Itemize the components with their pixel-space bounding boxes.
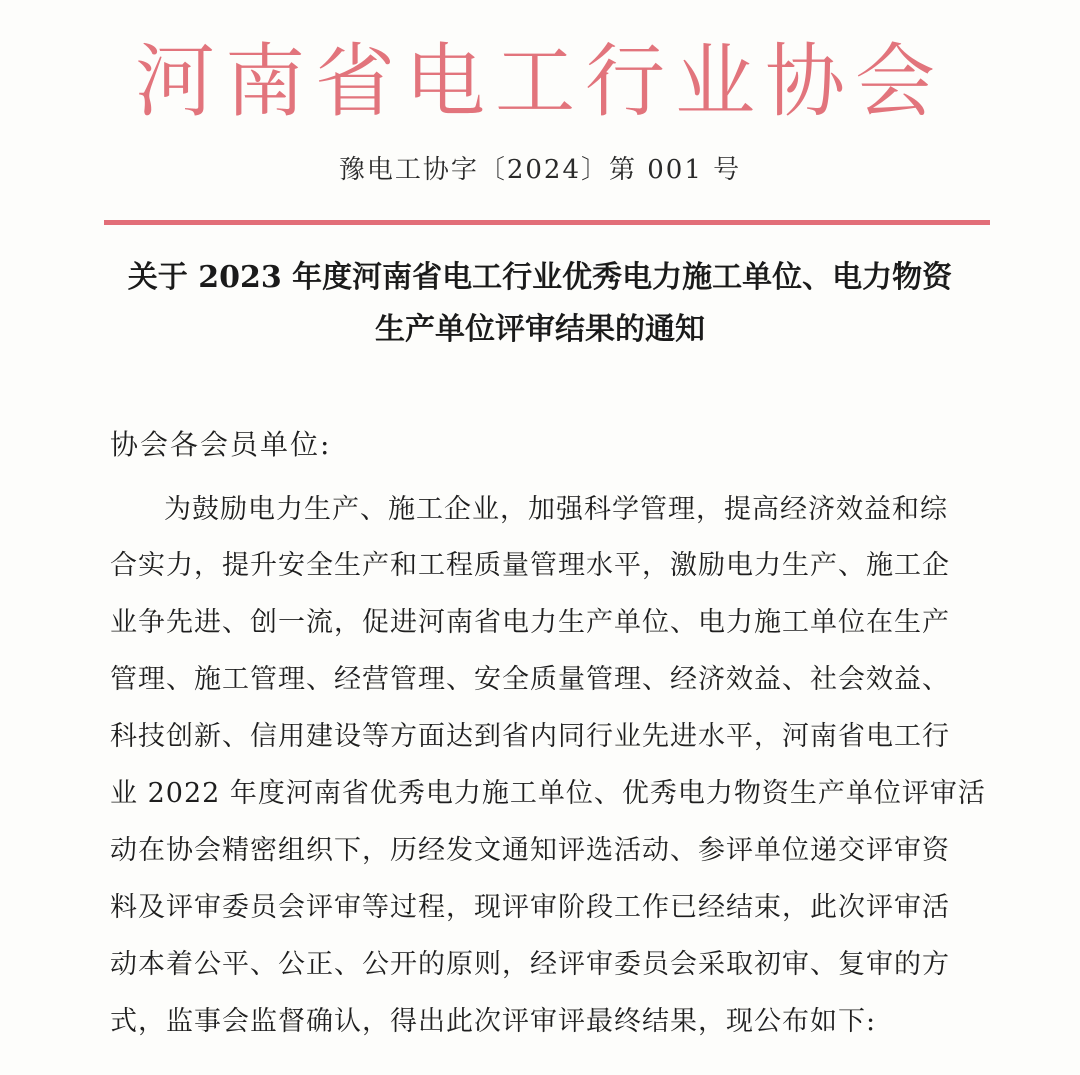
salutation: 协会各会员单位: (110, 428, 332, 461)
body-line: 式，监事会监督确认，得出此次评审评最终结果，现公布如下: (110, 1006, 877, 1037)
body-line: 为鼓励电力生产、施工企业，加强科学管理，提高经济效益和综 (164, 494, 948, 525)
title-line-1: 关于 2023 年度河南省电工行业优秀电力施工单位、电力物资 (127, 260, 953, 295)
red-divider-line (104, 220, 990, 225)
body-line: 动本着公平、公正、公开的原则，经评审委员会采取初审、复审的方 (110, 949, 950, 980)
body-line: 业争先进、创一流，促进河南省电力生产单位、电力施工单位在生产 (110, 607, 950, 638)
body-line: 业 2022 年度河南省优秀电力施工单位、优秀电力物资生产单位评审活 (110, 778, 986, 809)
body-line: 管理、施工管理、经营管理、安全质量管理、经济效益、社会效益、 (110, 664, 950, 695)
notice-title (80, 252, 1000, 356)
title-line-2: 生产单位评审结果的通知 (375, 312, 705, 347)
organization-masthead: 河南省电工行业协会 (135, 35, 945, 128)
body-line: 科技创新、信用建设等方面达到省内同行业先进水平，河南省电工行 (110, 721, 950, 752)
body-line: 合实力，提升安全生产和工程质量管理水平，激励电力生产、施工企 (110, 550, 950, 581)
document-number: 豫电工协字〔2024〕第 001 号 (338, 155, 742, 185)
body-line: 动在协会精密组织下，历经发文通知评选活动、参评单位递交评审资 (110, 835, 950, 866)
body-line: 料及评审委员会评审等过程，现评审阶段工作已经结束，此次评审活 (110, 892, 950, 923)
